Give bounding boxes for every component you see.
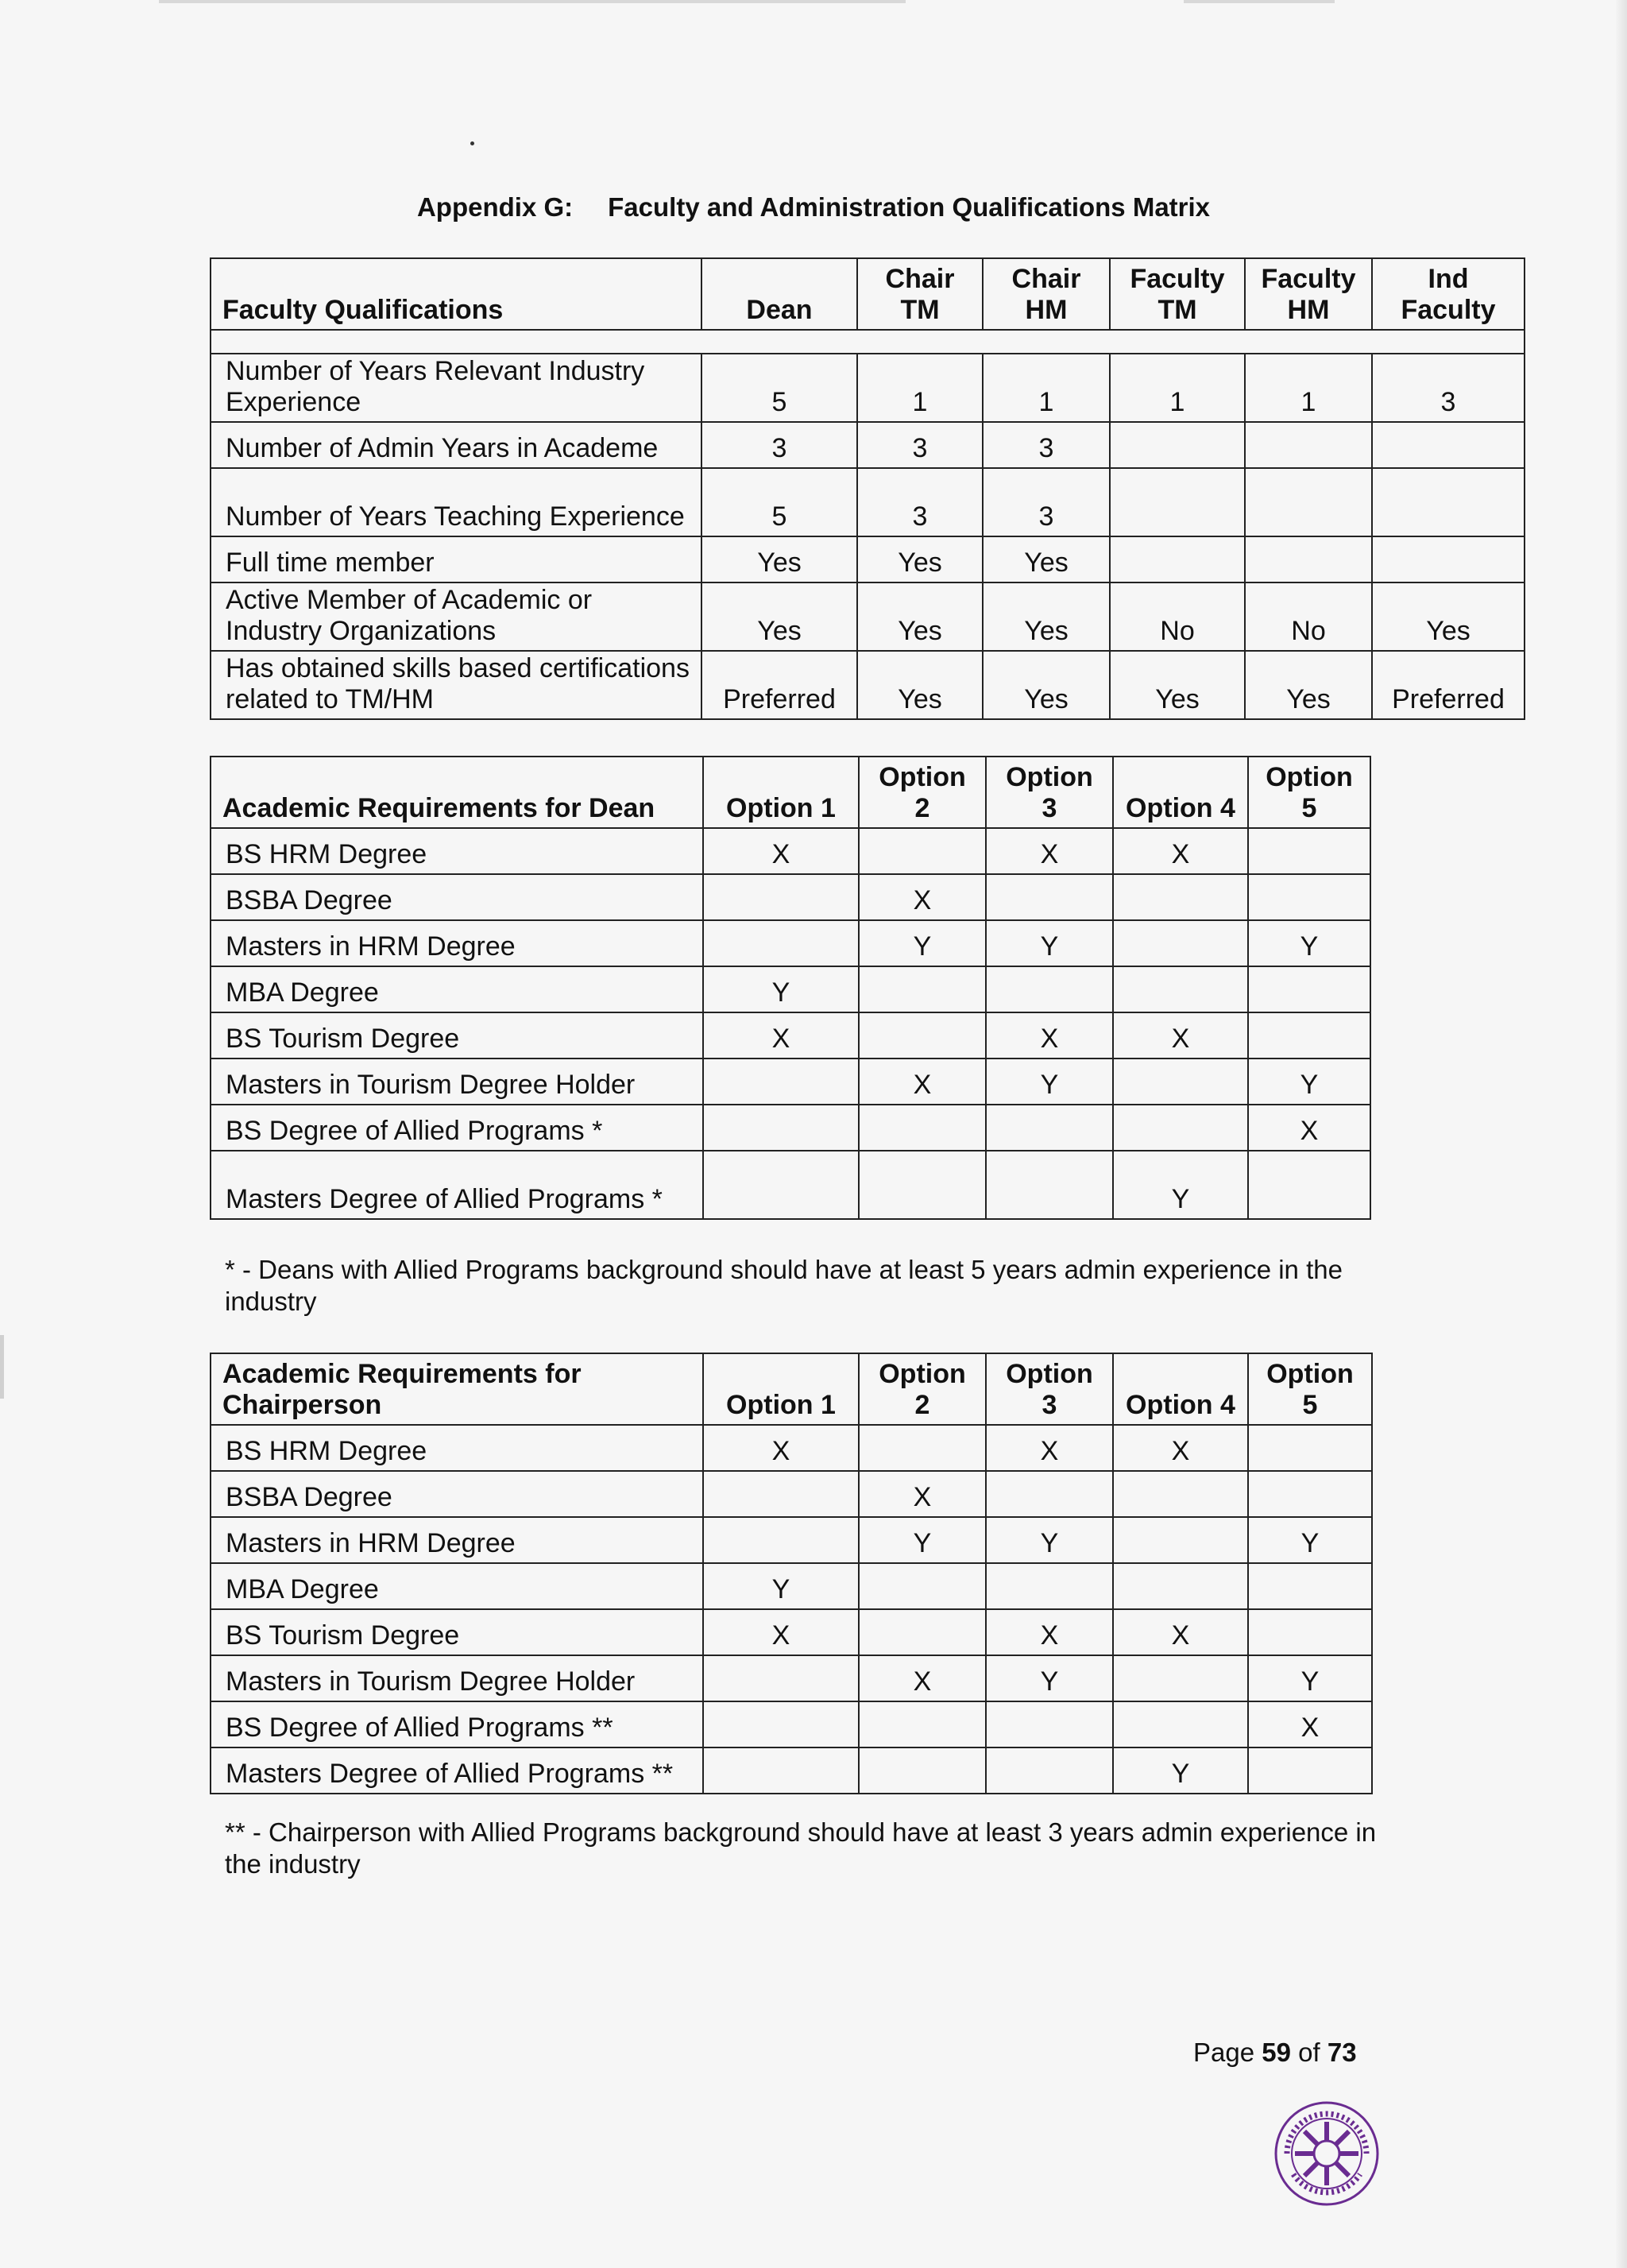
column-header: Dean	[701, 258, 857, 330]
page-current: 59	[1262, 2038, 1291, 2067]
table-cell: Y	[1113, 1151, 1248, 1219]
table-row	[211, 582, 1525, 651]
table-row	[211, 354, 1525, 422]
page-total: 73	[1327, 2038, 1357, 2067]
table-cell	[703, 1105, 859, 1151]
table-header-row	[211, 258, 1525, 330]
table-header-row	[211, 1353, 1372, 1425]
table-cell: Y	[859, 1517, 986, 1563]
table-cell	[1248, 1151, 1370, 1219]
appendix-title: Faculty and Administration Qualifications Matrix	[608, 192, 1211, 222]
table-cell: No	[1245, 582, 1372, 651]
table-cell	[986, 1471, 1113, 1517]
table-cell: Y	[1248, 920, 1370, 966]
table-cell	[1248, 1609, 1372, 1655]
row-label: Number of Admin Years in Academe	[211, 422, 701, 468]
table-row	[211, 422, 1525, 468]
column-header: Faculty Qualifications	[211, 258, 701, 330]
row-label: BS Tourism Degree	[211, 1012, 703, 1059]
table-cell: Y	[1248, 1059, 1370, 1105]
table-cell	[859, 966, 986, 1012]
column-header: Chair TM	[857, 258, 983, 330]
table-cell	[1113, 1059, 1248, 1105]
ched-seal-icon	[1271, 2098, 1382, 2209]
table-cell: X	[703, 828, 859, 874]
table-cell: Y	[986, 1059, 1113, 1105]
table-row	[211, 1151, 1370, 1219]
table-cell	[1113, 1655, 1248, 1701]
table-row	[211, 920, 1370, 966]
table-cell: 3	[701, 422, 857, 468]
table-row	[211, 1655, 1372, 1701]
table-cell	[1372, 536, 1525, 582]
table-row	[211, 1563, 1372, 1609]
table-row	[211, 536, 1525, 582]
table-cell	[703, 1701, 859, 1747]
table-cell	[859, 1425, 986, 1471]
table-cell: X	[859, 1059, 986, 1105]
table-row	[211, 1425, 1372, 1471]
column-header: Option 3	[986, 757, 1113, 828]
table-cell	[1248, 1563, 1372, 1609]
table-cell: Yes	[701, 536, 857, 582]
table-cell	[859, 1701, 986, 1747]
table-cell: Yes	[983, 651, 1110, 719]
page-title	[0, 192, 1627, 223]
table-cell	[703, 1747, 859, 1794]
row-label: BSBA Degree	[211, 1471, 703, 1517]
table-cell: 3	[857, 468, 983, 536]
row-label: BS HRM Degree	[211, 1425, 703, 1471]
table-cell	[859, 1609, 986, 1655]
table-cell	[703, 1471, 859, 1517]
table-cell: 1	[1110, 354, 1245, 422]
table-cell: X	[703, 1012, 859, 1059]
table-cell	[986, 1151, 1113, 1219]
table-cell	[986, 874, 1113, 920]
column-header: Option 5	[1248, 1353, 1372, 1425]
faculty-qualifications-table	[210, 257, 1525, 720]
table-row	[211, 1012, 1370, 1059]
table-cell: Y	[859, 920, 986, 966]
table-cell: 5	[701, 354, 857, 422]
table-row	[211, 1471, 1372, 1517]
table-cell: Yes	[857, 536, 983, 582]
chairperson-requirements-table	[210, 1353, 1373, 1794]
row-label: Masters in Tourism Degree Holder	[211, 1655, 703, 1701]
table-cell: Preferred	[1372, 651, 1525, 719]
row-label: BS HRM Degree	[211, 828, 703, 874]
table-cell	[703, 874, 859, 920]
page-number	[1193, 2038, 1357, 2068]
table-row	[211, 828, 1370, 874]
chairperson-footnote: ** - Chairperson with Allied Programs background should have at least 3 years admin experience in the industry	[225, 1817, 1377, 1879]
table-cell: X	[1113, 828, 1248, 874]
table-cell: Yes	[1245, 651, 1372, 719]
column-header: Option 1	[703, 1353, 859, 1425]
table-cell	[1113, 920, 1248, 966]
table-row	[211, 1747, 1372, 1794]
table-cell: Y	[703, 966, 859, 1012]
table-cell: Yes	[983, 536, 1110, 582]
table-spacer-row	[211, 330, 1525, 354]
table-cell: 5	[701, 468, 857, 536]
table-cell	[1245, 536, 1372, 582]
table-cell: Y	[1248, 1655, 1372, 1701]
column-header: Option 1	[703, 757, 859, 828]
table-cell	[859, 1105, 986, 1151]
table-row	[211, 1609, 1372, 1655]
table-cell: X	[986, 1609, 1113, 1655]
table-cell	[1110, 422, 1245, 468]
table-cell	[986, 1701, 1113, 1747]
table-cell	[1113, 1471, 1248, 1517]
row-label: MBA Degree	[211, 966, 703, 1012]
table-cell	[1113, 1105, 1248, 1151]
table-cell	[1113, 1701, 1248, 1747]
table-cell: X	[859, 1471, 986, 1517]
table-cell	[859, 1747, 986, 1794]
table-cell	[986, 966, 1113, 1012]
table-cell	[703, 1517, 859, 1563]
row-label: Has obtained skills based certifications related to TM/HM	[211, 651, 701, 719]
column-header: Academic Requirements for Chairperson	[211, 1353, 703, 1425]
page-of: of	[1298, 2038, 1320, 2067]
table-cell: Yes	[857, 651, 983, 719]
row-label: Active Member of Academic or Industry Organizations	[211, 582, 701, 651]
scan-edge-top-right	[1184, 0, 1335, 3]
table-cell: X	[986, 1012, 1113, 1059]
table-cell	[1372, 468, 1525, 536]
table-cell	[1110, 468, 1245, 536]
table-cell: 3	[857, 422, 983, 468]
table-cell: X	[1113, 1012, 1248, 1059]
column-header: Option 2	[859, 757, 986, 828]
table-cell	[1113, 1517, 1248, 1563]
table-cell	[703, 920, 859, 966]
row-label: Number of Years Teaching Experience	[211, 468, 701, 536]
table-cell	[703, 1655, 859, 1701]
table-cell	[859, 828, 986, 874]
table-cell	[1248, 1471, 1372, 1517]
table-cell: X	[986, 1425, 1113, 1471]
table-row	[211, 1701, 1372, 1747]
table-cell: 3	[983, 468, 1110, 536]
table-cell: X	[859, 1655, 986, 1701]
column-header: Chair HM	[983, 258, 1110, 330]
row-label: BS Tourism Degree	[211, 1609, 703, 1655]
column-header: Faculty HM	[1245, 258, 1372, 330]
table-cell	[859, 1012, 986, 1059]
row-label: Masters Degree of Allied Programs **	[211, 1747, 703, 1794]
table-header-row	[211, 757, 1370, 828]
row-label: BSBA Degree	[211, 874, 703, 920]
row-label: MBA Degree	[211, 1563, 703, 1609]
dean-footnote: * - Deans with Allied Programs background should have at least 5 years admin experience in the industry	[225, 1255, 1343, 1316]
table-cell: No	[1110, 582, 1245, 651]
table-row	[211, 1059, 1370, 1105]
table-cell: X	[703, 1609, 859, 1655]
table-cell: X	[1248, 1701, 1372, 1747]
column-header: Faculty TM	[1110, 258, 1245, 330]
table-cell: X	[859, 874, 986, 920]
table-cell	[1110, 536, 1245, 582]
table-cell	[986, 1105, 1113, 1151]
table-cell: Preferred	[701, 651, 857, 719]
table-cell	[1245, 468, 1372, 536]
table-cell: Yes	[857, 582, 983, 651]
column-header: Option 2	[859, 1353, 986, 1425]
column-header: Academic Requirements for Dean	[211, 757, 703, 828]
column-header: Option 5	[1248, 757, 1370, 828]
table-cell	[1372, 422, 1525, 468]
table-cell: Y	[1113, 1747, 1248, 1794]
table-cell	[1248, 828, 1370, 874]
table-cell: Yes	[1110, 651, 1245, 719]
table-cell	[1248, 1012, 1370, 1059]
stray-dot	[470, 141, 474, 145]
table-row	[211, 966, 1370, 1012]
scan-edge-left	[0, 1335, 4, 1399]
table-cell	[1248, 1747, 1372, 1794]
table-cell	[986, 1563, 1113, 1609]
table-cell: X	[1248, 1105, 1370, 1151]
table-row	[211, 1105, 1370, 1151]
appendix-label: Appendix G:	[416, 192, 574, 222]
table-cell: 1	[857, 354, 983, 422]
table-cell: 3	[1372, 354, 1525, 422]
table-cell: 3	[983, 422, 1110, 468]
table-cell	[1245, 422, 1372, 468]
table-cell: 1	[1245, 354, 1372, 422]
table-cell: Yes	[701, 582, 857, 651]
scan-edge-right	[1616, 0, 1627, 2268]
row-label: BS Degree of Allied Programs **	[211, 1701, 703, 1747]
table-row	[211, 1517, 1372, 1563]
column-header: Option 3	[986, 1353, 1113, 1425]
column-header: Ind Faculty	[1372, 258, 1525, 330]
table-cell	[703, 1059, 859, 1105]
table-cell: X	[986, 828, 1113, 874]
table-cell	[859, 1151, 986, 1219]
table-cell	[1248, 874, 1370, 920]
table-cell: Y	[703, 1563, 859, 1609]
spacer-cell	[211, 330, 1525, 354]
table-cell: X	[1113, 1609, 1248, 1655]
row-label: BS Degree of Allied Programs *	[211, 1105, 703, 1151]
table-cell	[1248, 1425, 1372, 1471]
scan-edge-top-left	[159, 0, 906, 3]
row-label: Number of Years Relevant Industry Experience	[211, 354, 701, 422]
table-cell	[1113, 874, 1248, 920]
dean-requirements-table	[210, 756, 1371, 1220]
column-header: Option 4	[1113, 757, 1248, 828]
row-label: Masters Degree of Allied Programs *	[211, 1151, 703, 1219]
table-row	[211, 874, 1370, 920]
table-cell: 1	[983, 354, 1110, 422]
row-label: Masters in Tourism Degree Holder	[211, 1059, 703, 1105]
table-cell	[986, 1747, 1113, 1794]
table-cell	[1113, 1563, 1248, 1609]
table-cell	[1113, 966, 1248, 1012]
table-cell	[1248, 966, 1370, 1012]
row-label: Full time member	[211, 536, 701, 582]
table-row	[211, 468, 1525, 536]
table-cell: Y	[1248, 1517, 1372, 1563]
table-cell	[703, 1151, 859, 1219]
table-cell: Y	[986, 920, 1113, 966]
table-cell: Yes	[983, 582, 1110, 651]
row-label: Masters in HRM Degree	[211, 920, 703, 966]
table-cell: Y	[986, 1655, 1113, 1701]
table-row	[211, 651, 1525, 719]
table-cell	[859, 1563, 986, 1609]
table-cell: Yes	[1372, 582, 1525, 651]
column-header: Option 4	[1113, 1353, 1248, 1425]
table-cell: Y	[986, 1517, 1113, 1563]
page-prefix: Page	[1193, 2038, 1255, 2067]
row-label: Masters in HRM Degree	[211, 1517, 703, 1563]
table-cell: X	[1113, 1425, 1248, 1471]
table-cell: X	[703, 1425, 859, 1471]
